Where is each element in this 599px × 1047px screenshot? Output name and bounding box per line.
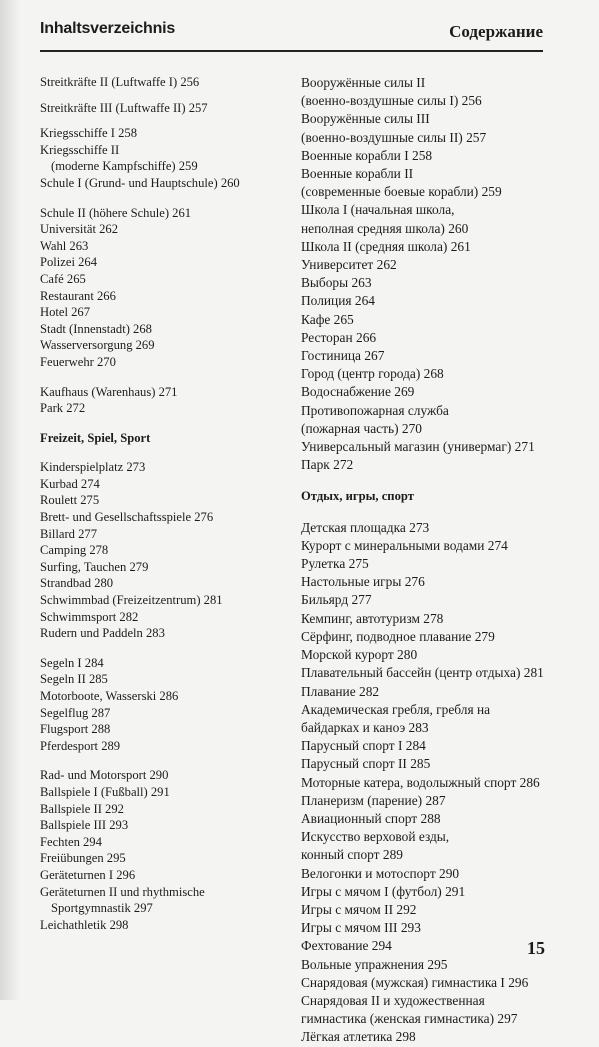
toc-entry [40,175,285,192]
toc-entry [40,238,285,255]
toc-entry [301,365,551,383]
toc-entry [301,956,551,974]
toc-entry [40,321,285,338]
entry-continuation-line: неполная средняя школа) 260 [301,220,469,236]
toc-entry [40,74,285,91]
entry-spacer [40,371,285,384]
entry-line: Универсальный магазин (универмаг) 271 [301,439,535,455]
toc-entry [40,625,285,642]
entry-line: Ballspiele I (Fußball) 291 [40,784,170,799]
toc-entry [40,817,285,834]
entry-spacer [301,506,551,519]
toc-entry [40,884,285,917]
toc-entry [40,142,285,175]
entry-spacer [301,474,551,487]
toc-entry [301,901,551,919]
toc-entry [301,74,551,110]
toc-entry [40,542,285,559]
entry-line: Отдых, игры, спорт [301,489,414,504]
entry-line: Stadt (Innenstadt) 268 [40,321,152,336]
entry-line: Военные корабли I 258 [301,147,433,163]
entry-line: Billard 277 [40,526,98,541]
entry-line: Город (центр города) 268 [301,366,444,382]
entry-line: Кафе 265 [301,311,354,327]
toc-entry [40,100,285,117]
entry-line: Hotel 267 [40,305,91,320]
toc-entry [301,256,551,274]
entry-line: Segelflug 287 [40,705,111,720]
toc-entry [301,311,551,329]
entry-line: Игры с мячом I (футбол) 291 [301,883,466,899]
toc-entry [40,459,285,476]
entry-line: Авиационный спорт 288 [301,810,441,826]
toc-entry [40,917,285,934]
entry-line: Fechten 294 [40,834,102,849]
toc-entry [40,738,285,755]
entry-line: Flugsport 288 [40,722,111,737]
toc-entry [40,592,285,609]
entry-continuation-line: (пожарная часть) 270 [301,420,422,436]
toc-entry [301,238,551,256]
entry-line: Rudern und Paddeln 283 [40,626,165,641]
entry-line: Полиция 264 [301,293,375,309]
toc-entry [301,919,551,937]
entry-line: Бильярд 277 [301,592,372,608]
entry-line: Wahl 263 [40,238,89,253]
toc-entry [301,683,551,701]
entry-line: Игры с мячом II 292 [301,901,417,917]
toc-entry [40,688,285,705]
entry-line: Водоснабжение 269 [301,384,415,400]
toc-entry [301,438,551,456]
entry-continuation-line: гимнастика (женская гимнастика) 297 [301,1011,518,1027]
entry-line: Café 265 [40,271,86,286]
toc-entry [40,125,285,142]
toc-entry [301,1028,551,1046]
toc-entry [301,165,551,201]
toc-entry [40,271,285,288]
entry-line: Морской курорт 280 [301,647,418,663]
toc-entry [40,205,285,222]
toc-entry [301,456,551,474]
entry-line: Kriegsschiffe II [40,142,120,157]
entry-line: Планеризм (парение) 287 [301,792,446,808]
entry-spacer [40,91,285,100]
entry-line: Детская площадка 273 [301,519,430,535]
toc-entry [40,671,285,688]
toc-entry [40,221,285,238]
toc-entry [301,628,551,646]
entry-line: Freizeit, Spiel, Sport [40,430,151,445]
toc-entry [40,801,285,818]
header-rule [40,50,543,52]
entry-line: Geräteturnen I 296 [40,867,136,882]
toc-entry [301,274,551,292]
entry-continuation-line: (военно-воздушные силы II) 257 [301,129,487,145]
entry-line: Сёрфинг, подводное плавание 279 [301,628,495,644]
entry-line: Segeln II 285 [40,672,108,687]
toc-entry [40,476,285,493]
toc-entry [301,646,551,664]
entry-line: Снарядовая II и художественная [301,992,485,1008]
toc-entry [301,755,551,773]
entry-line: Schwimmsport 282 [40,609,139,624]
entry-line: Segeln I 284 [40,655,104,670]
entry-line: Universität 262 [40,222,118,237]
toc-entry [301,792,551,810]
page-number: 15 [527,938,545,958]
toc-entry [40,834,285,851]
entry-line: Моторные катера, водолыжный спорт 286 [301,774,540,790]
toc-entry [40,337,285,354]
entry-line: Кемпинг, автотуризм 278 [301,610,444,626]
toc-entry [40,767,285,784]
entry-continuation-line: (военно-воздушные силы I) 256 [301,93,482,109]
entry-line: Вольные упражнения 295 [301,956,448,972]
toc-entry [40,492,285,509]
page-header [0,0,599,56]
toc-entry [40,304,285,321]
toc-entry [40,655,285,672]
entry-line: Freiübungen 295 [40,851,126,866]
entry-line: Pferdesport 289 [40,738,121,753]
entry-line: Ballspiele III 293 [40,818,129,833]
entry-line: Motorboote, Wasserski 286 [40,689,179,703]
entry-line: Школа I (начальная школа, [301,202,455,218]
toc-entry [301,347,551,365]
toc-entry [301,828,551,864]
toc-entry [40,509,285,526]
entry-line: Strandbad 280 [40,576,114,591]
toc-entry [40,784,285,801]
entry-line: Ресторан 266 [301,329,377,345]
toc-entry [301,555,551,573]
entry-spacer [40,192,285,205]
entry-line: Surfing, Tauchen 279 [40,559,149,574]
toc-entry [40,721,285,738]
entry-line: Schule I (Grund- und Hauptschule) 260 [40,175,240,190]
entry-continuation-line: байдарках и каноэ 283 [301,719,429,735]
toc-entry [301,573,551,591]
entry-line: Kurbad 274 [40,476,100,491]
toc-entry [40,609,285,626]
entry-spacer [40,446,285,459]
entry-line: Рулетка 275 [301,556,369,572]
toc-entry [40,354,285,371]
toc-entry [301,737,551,755]
entry-line: Park 272 [40,401,86,416]
russian-contents-column [301,74,551,1047]
entry-line: Школа II (средняя школа) 261 [301,238,471,254]
toc-entry [40,288,285,305]
entry-line: Парусный спорт II 285 [301,756,431,772]
toc-entry [301,402,551,438]
toc-entry [40,400,285,417]
entry-line: Leichathletik 298 [40,917,129,932]
entry-continuation-line: (современные боевые корабли) 259 [301,184,502,200]
toc-entry [40,705,285,722]
toc-entry [301,591,551,609]
entry-line: Schule II (höhere Schule) 261 [40,205,192,220]
entry-line: Фехтование 294 [301,938,392,954]
toc-entry [301,610,551,628]
entry-line: Искусство верховой езды, [301,829,450,845]
entry-line: Вооружённые силы II [301,75,426,90]
entry-line: Плавание 282 [301,683,380,699]
entry-continuation-line: (moderne Kampfschiffe) 259 [51,159,198,174]
entry-line: Kriegsschiffe I 258 [40,126,137,141]
toc-entry [301,292,551,310]
header-title-german: Inhaltsverzeichnis [40,20,176,37]
toc-entry [301,883,551,901]
toc-entry [301,537,551,555]
entry-spacer [40,754,285,767]
entry-line: Игры с мячом III 293 [301,920,421,936]
toc-entry [301,937,551,955]
toc-entry [40,867,285,884]
entry-line: Настольные игры 276 [301,574,425,590]
toc-entry [301,774,551,792]
entry-line: Гостиница 267 [301,348,385,364]
entry-spacer [40,116,285,125]
entry-line: Академическая гребля, гребля на [301,701,491,717]
entry-line: Geräteturnen II und rhythmische [40,884,205,899]
entry-line: Снарядовая (мужская) гимнастика I 296 [301,974,529,990]
toc-entry [40,384,285,401]
toc-entry [301,992,551,1028]
toc-entry [40,526,285,543]
entry-line: Restaurant 266 [40,288,116,303]
entry-line: Лёгкая атлетика 298 [301,1029,416,1045]
toc-entry [40,559,285,576]
entry-line: Парусный спорт I 284 [301,738,426,754]
entry-line: Streitkräfte III (Luftwaffe II) 257 [40,100,208,115]
entry-line: Camping 278 [40,543,109,558]
entry-spacer [40,417,285,430]
entry-line: Streitkräfte II (Luftwaffe I) 256 [40,75,200,89]
entry-line: Kinderspielplatz 273 [40,460,146,475]
entry-line: Парк 272 [301,457,354,473]
toc-entry [301,110,551,146]
entry-line: Rad- und Motorsport 290 [40,768,169,783]
entry-line: Feuerwehr 270 [40,354,116,369]
german-contents-column [40,74,285,933]
section-heading [40,430,285,447]
entry-line: Roulett 275 [40,493,100,508]
entry-line: Ballspiele II 292 [40,801,124,816]
entry-line: Wasserversorgung 269 [40,338,155,353]
entry-continuation-line: конный спорт 289 [301,847,403,863]
entry-line: Schwimmbad (Freizeitzentrum) 281 [40,593,223,608]
entry-line: Kaufhaus (Warenhaus) 271 [40,384,178,399]
section-heading [301,487,551,505]
entry-line: Университет 262 [301,257,397,273]
toc-entry [301,147,551,165]
page-edge-shadow [0,0,20,1000]
toc-entry [301,974,551,992]
entry-spacer [40,642,285,655]
entry-line: Вооружённые силы III [301,111,430,127]
entry-continuation-line: Sportgymnastik 297 [51,901,153,916]
entry-line: Polizei 264 [40,255,98,270]
entry-line: Курорт с минеральными водами 274 [301,537,508,553]
toc-entry [301,201,551,237]
toc-entry [301,664,551,682]
toc-entry [301,865,551,883]
entry-line: Военные корабли II [301,166,414,182]
toc-entry [40,575,285,592]
header-title-russian: Содержание [449,22,543,41]
toc-entry [301,519,551,537]
entry-line: Противопожарная служба [301,402,449,418]
entry-line: Выборы 263 [301,275,372,291]
toc-entry [40,254,285,271]
toc-entry [301,701,551,737]
toc-entry [301,810,551,828]
toc-entry [40,850,285,867]
entry-line: Brett- und Gesellschaftsspiele 276 [40,510,214,525]
toc-entry [301,383,551,401]
entry-line: Плавательный бассейн (центр отдыха) 281 [301,665,544,681]
entry-line: Велогонки и мотоспорт 290 [301,865,460,881]
toc-entry [301,329,551,347]
